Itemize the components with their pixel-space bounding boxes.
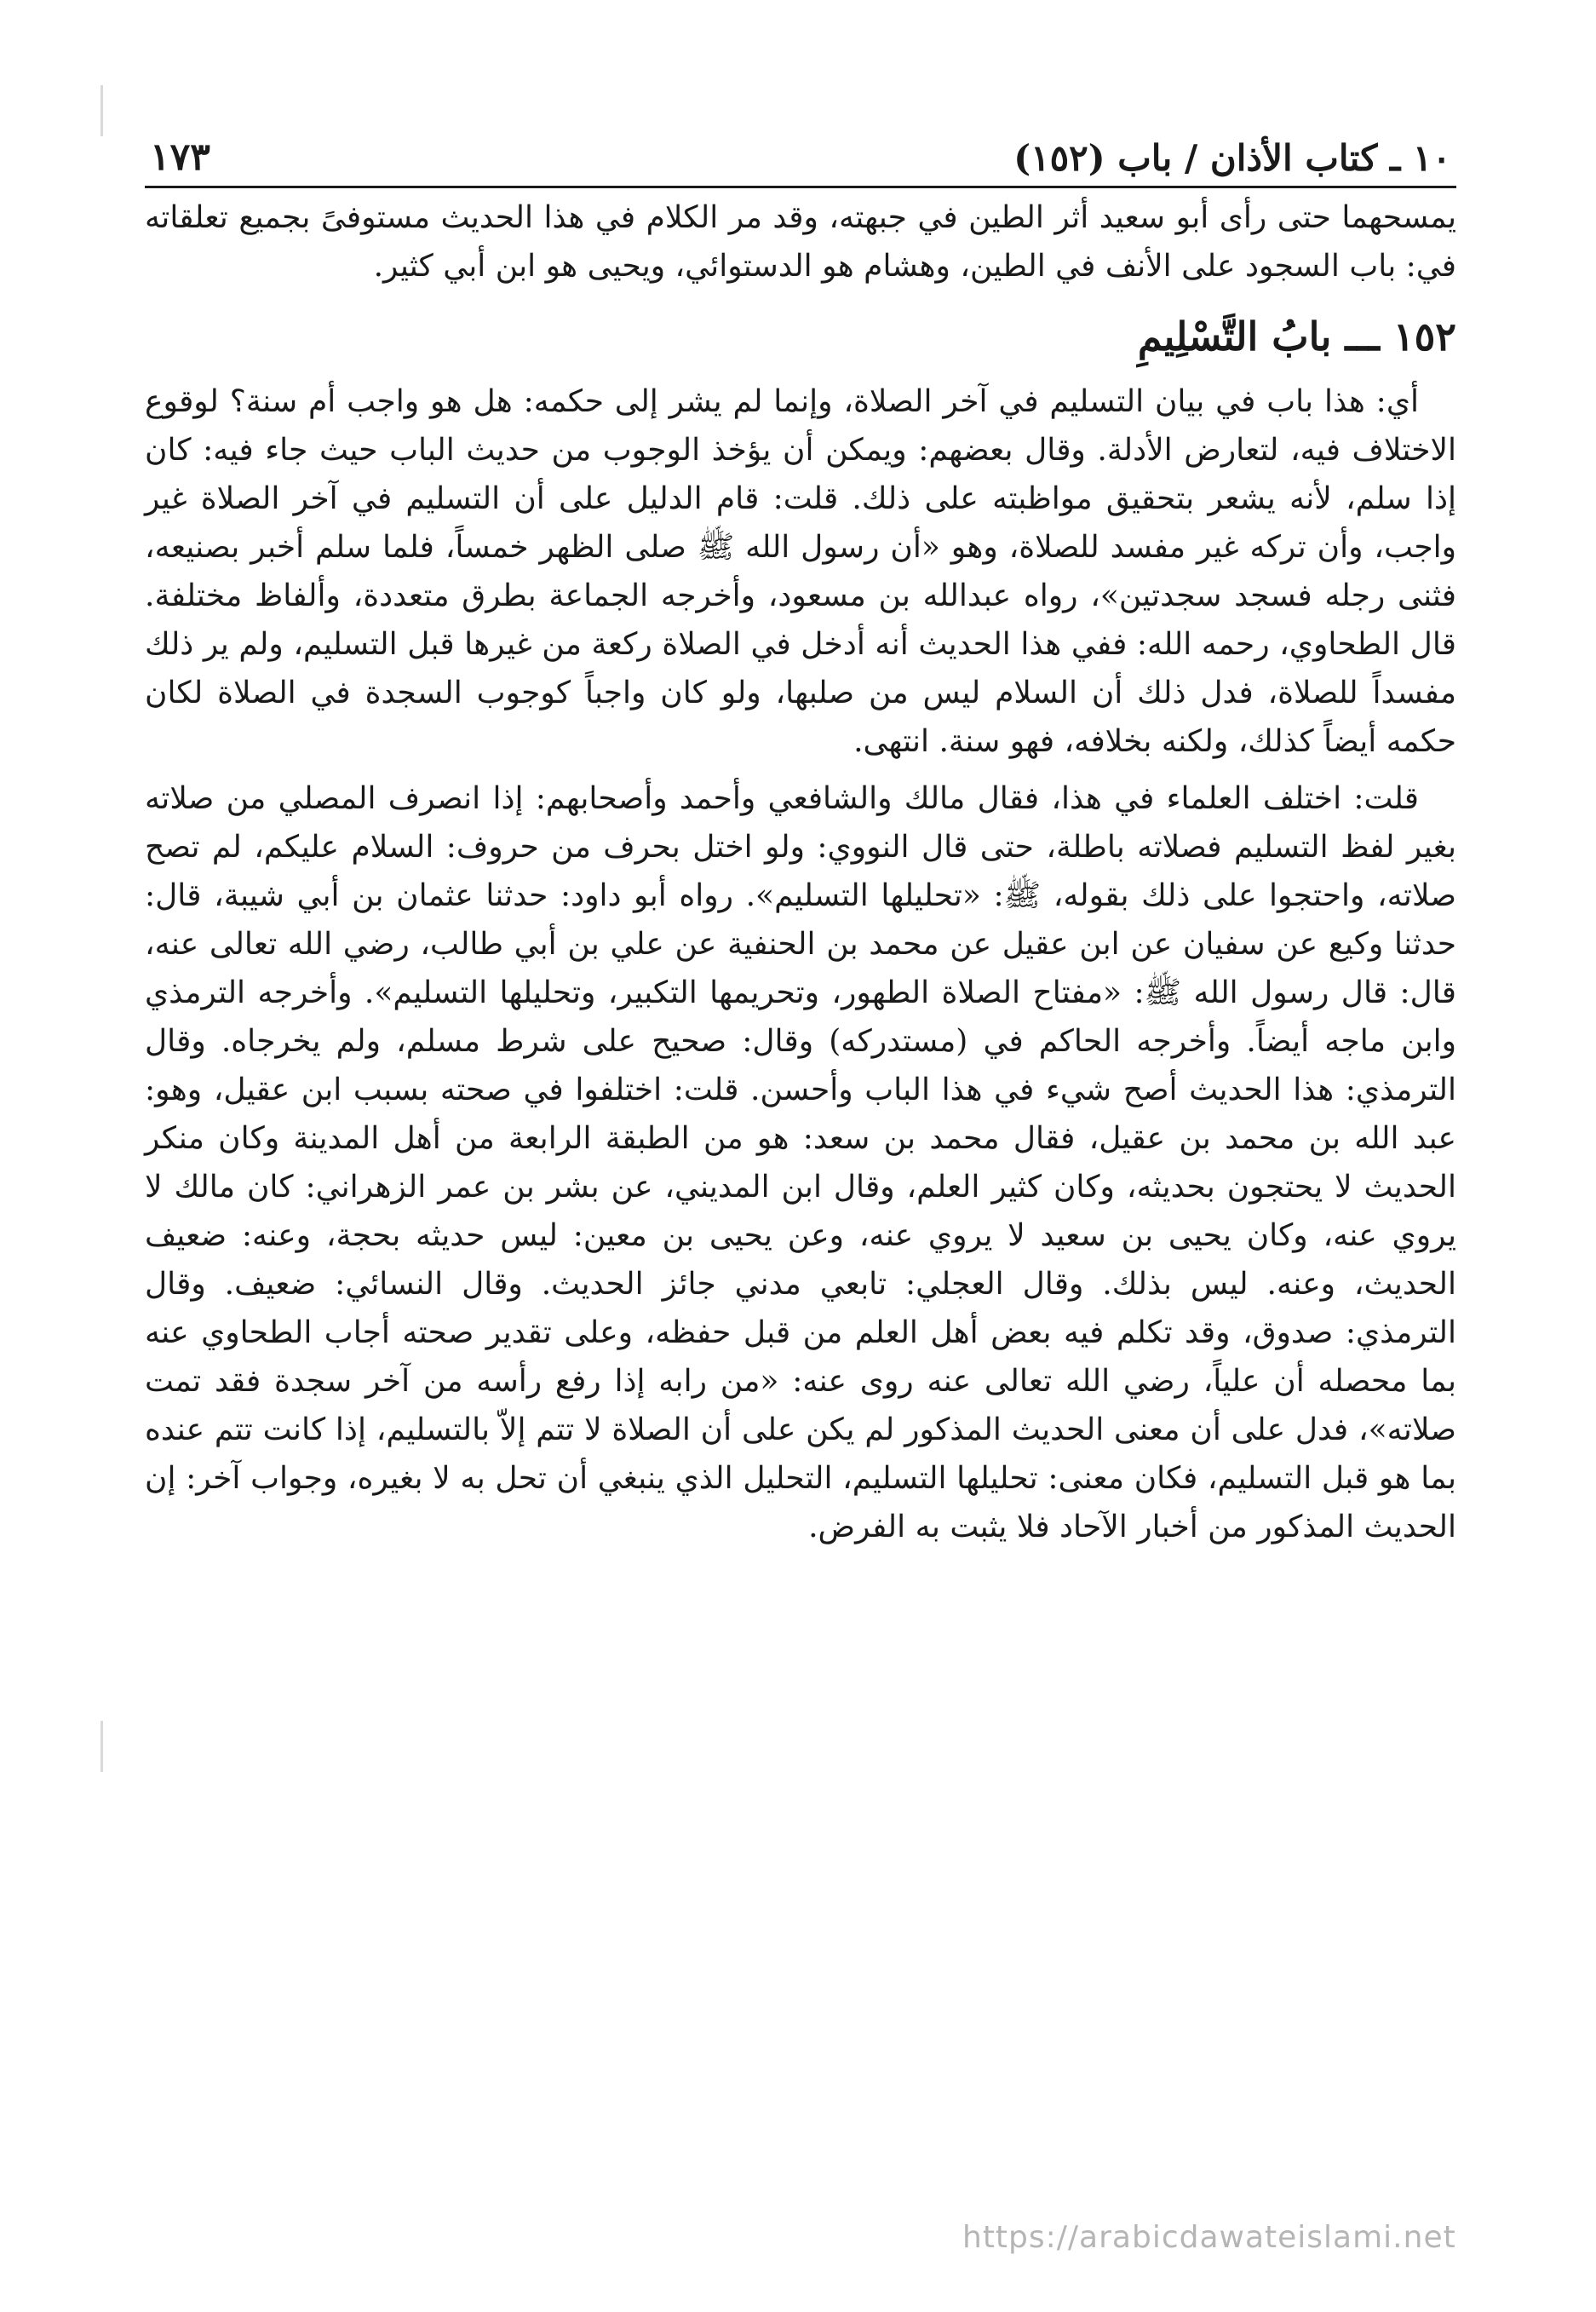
page-number: ١٧٣ <box>150 135 210 179</box>
page-body <box>145 193 1456 1551</box>
chapter-heading: ١٥٢ ـــ بابُ التَّسْلِيمِ <box>1137 313 1456 359</box>
book-page <box>145 111 1456 2275</box>
scan-edge-mark <box>100 1721 103 1772</box>
running-header <box>145 111 1456 179</box>
body-paragraph-2: قلت: اختلف العلماء في هذا، فقال مالك والشافعي وأحمد وأصحابهم: إذا انصرف المصلي من صلاته بغير لفظ التسليم فصلاته باطلة، حتى قال النووي: ولو اختل بحرف من حروف: السلام عليكم، لم تصح صلاته، واحتجوا على ذلك بقوله، ﷺ: «تحليلها التسليم». رواه أبو داود: حدثنا عثمان بن أبي شيبة، قال: حدثنا وكيع عن سفيان عن ابن عقيل عن محمد بن الحنفية عن علي بن أبي طالب، رضي الله تعالى عنه، قال: قال رسول الله ﷺ: «مفتاح الصلاة الطهور، وتحريمها التكبير، وتحليلها التسليم». وأخرجه الترمذي وابن ماجه أيضاً. وأخرجه الحاكم في (مستدركه) وقال: صحيح على شرط مسلم، ولم يخرجاه. وقال الترمذي: هذا الحديث أصح شيء في هذا الباب وأحسن. قلت: اختلفوا في صحته بسبب ابن عقيل، وهو: عبد الله بن محمد بن عقيل، فقال محمد بن سعد: هو من الطبقة الرابعة من أهل المدينة وكان منكر الحديث لا يحتجون بحديثه، وكان كثير العلم، وقال ابن المديني، عن بشر بن عمر الزهراني: كان مالك لا يروي عنه، وكان يحيى بن سعيد لا يروي عنه، وعن يحيى بن معين: ليس حديثه بحجة، وعنه: ضعيف الحديث، وعنه. ليس بذلك. وقال العجلي: تابعي مدني جائز الحديث. وقال النسائي: ضعيف. وقال الترمذي: صدوق، وقد تكلم فيه بعض أهل العلم من قبل حفظه، وعلى تقدير صحته أجاب الطحاوي عنه بما محصله أن علياً، رضي الله تعالى عنه روى عنه: «من رابه إذا رفع رأسه من آخر سجدة فقد تمت صلاته»، فدل على أن معنى الحديث المذكور لم يكن على أن الصلاة لا تتم إلاّ بالتسليم، إذا كانت تتم عنده بما هو قبل التسليم، فكان معنى: تحليلها التسليم، التحليل الذي ينبغي أن تحل به لا بغيره، وجواب آخر: إن الحديث المذكور من أخبار الآحاد فلا يثبت به الفرض. <box>145 781 1456 1544</box>
scan-edge-mark <box>100 85 103 136</box>
running-header-title: ١٠ ـ كتاب الأذان / باب (١٥٢) <box>1013 137 1451 179</box>
intro-paragraph: يمسحهما حتى رأى أبو سعيد أثر الطين في جبهته، وقد مر الكلام في هذا الحديث مستوفىً بجميع تعلقاته في: باب السجود على الأنف في الطين، وهشام هو الدستوائي، ويحيى هو ابن أبي كثير. <box>145 200 1456 284</box>
header-rule <box>145 186 1456 188</box>
body-paragraph-1: أي: هذا باب في بيان التسليم في آخر الصلاة، وإنما لم يشر إلى حكمه: هل هو واجب أم سنة؟ لوقوع الاختلاف فيه، لتعارض الأدلة. وقال بعضهم: ويمكن أن يؤخذ الوجوب من حديث الباب حيث جاء فيه: كان إذا سلم، لأنه يشعر بتحقيق مواظبته على ذلك. قلت: قام الدليل على أن التسليم في آخر الصلاة غير واجب، وأن تركه غير مفسد للصلاة، وهو «أن رسول الله ﷺ صلى الظهر خمساً، فلما سلم أخبر بصنيعه، فثنى رجله فسجد سجدتين»، رواه عبدالله بن مسعود، وأخرجه الجماعة بطرق متعددة، وألفاظ مختلفة. قال الطحاوي، رحمه الله: ففي هذا الحديث أنه أدخل في الصلاة ركعة من غيرها قبل التسليم، ولم ير ذلك مفسداً للصلاة، فدل ذلك أن السلام ليس من صلبها، ولو كان واجباً كوجوب السجدة في الصلاة لكان حكمه أيضاً كذلك، ولكنه بخلافه، فهو سنة. انتهى. <box>145 384 1456 759</box>
watermark-url: https://arabicdawateislami.net <box>962 2220 1456 2255</box>
